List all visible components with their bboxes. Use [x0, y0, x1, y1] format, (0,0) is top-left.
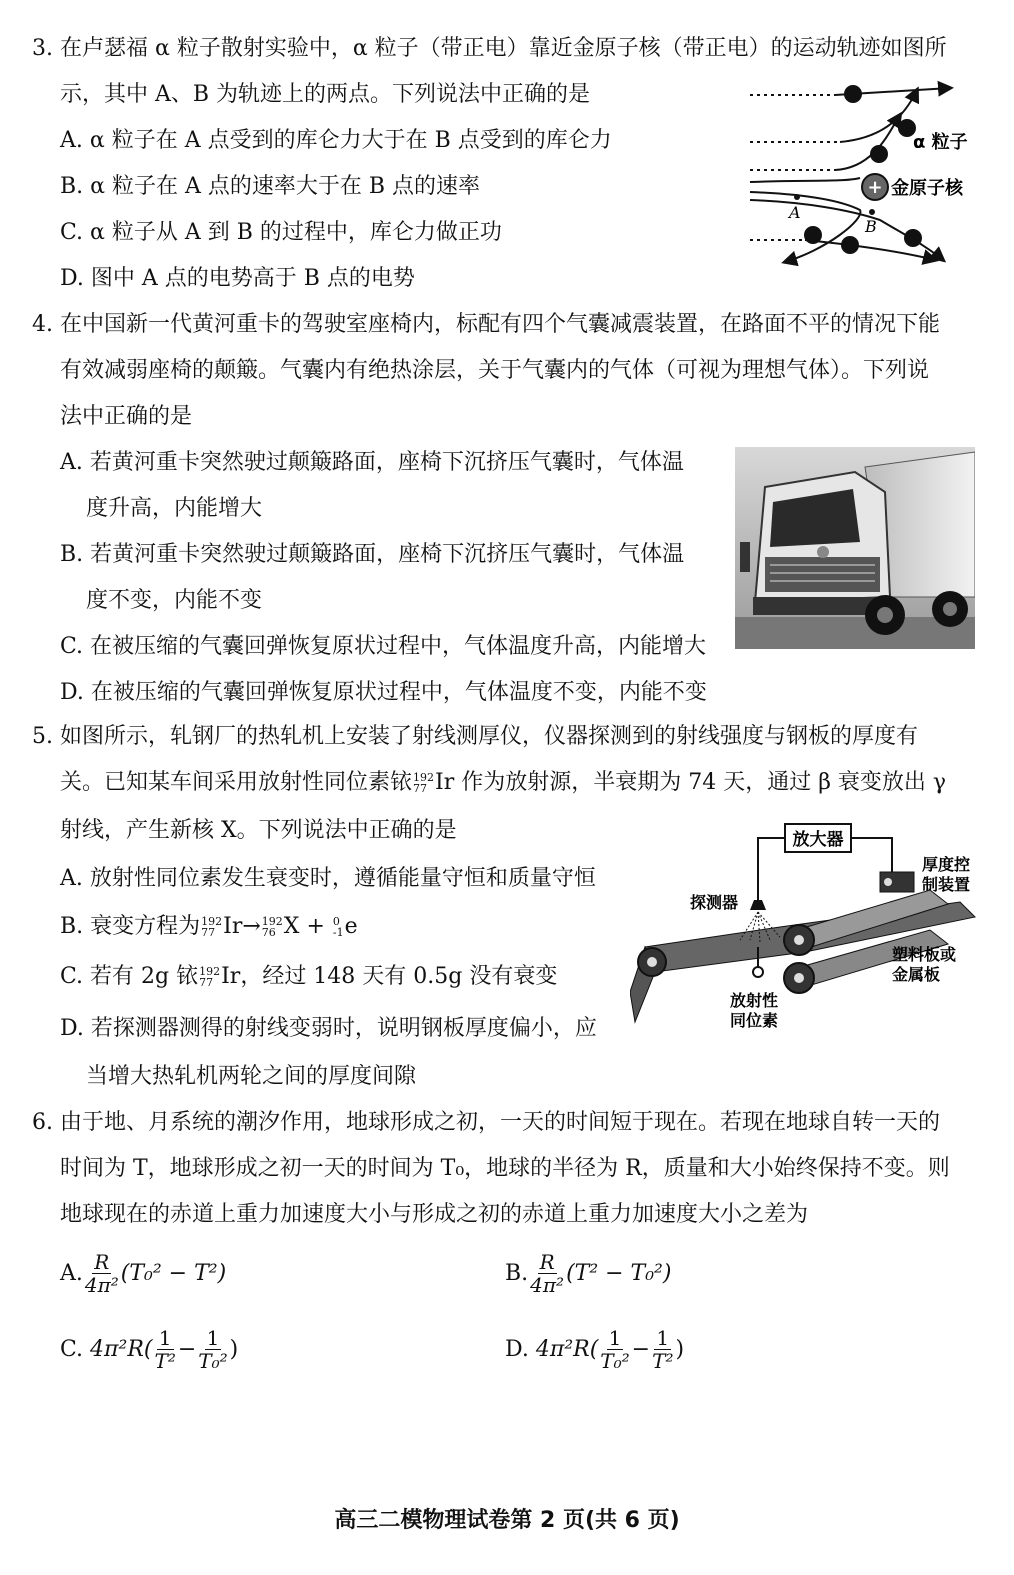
q4-option-a-line1: A. 若黄河重卡突然驶过颠簸路面，座椅下沉挤压气囊时，气体温: [60, 450, 684, 475]
q5-option-b-text: B. 衰变方程为: [60, 914, 201, 939]
q5-option-c-part1: C. 若有 2g 铱: [60, 964, 199, 989]
q6-a-fraction: [85, 1252, 119, 1295]
q6-d-head: 4π²R(: [535, 1336, 599, 1362]
q5-rolling-mill-figure: [630, 822, 980, 1047]
q4-option-b-line1: B. 若黄河重卡突然驶过颠簸路面，座椅下沉挤压气囊时，气体温: [60, 542, 685, 567]
plate-label-2: 金属板: [892, 965, 941, 984]
q3-stem-line2: 示，其中 A、B 为轨迹上的两点。下列说法中正确的是: [60, 82, 591, 107]
q5-stem-line3: 射线，产生新核 X。下列说法中正确的是: [60, 818, 457, 843]
q3-stem-line1: 3. 在卢瑟福 α 粒子散射实验中，α 粒子（带正电）靠近金原子核（带正电）的运动轨迹如图所: [32, 36, 947, 61]
q6-stem-line1: 6. 由于地、月系统的潮汐作用，地球形成之初，一天的时间短于现在。若现在地球自转一天的: [32, 1110, 940, 1135]
q6-d-f2d: T²: [652, 1349, 674, 1373]
q6-option-a-label: A.: [60, 1260, 83, 1286]
q6-d-minus: −: [631, 1336, 651, 1362]
amplifier-label: 放大器: [792, 830, 844, 850]
q6-c-f1d: T²: [154, 1349, 176, 1373]
q4-stem-line1: 4. 在中国新一代黄河重卡的驾驶室座椅内，标配有四个气囊减震装置，在路面不平的情况下能: [32, 312, 940, 337]
q5-option-d-line1: D. 若探测器测得的射线变弱时，说明钢板厚度偏小，应: [60, 1016, 597, 1041]
source-label-1: 放射性: [730, 991, 779, 1010]
q4-option-d: D. 在被压缩的气囊回弹恢复原状过程中，气体温度不变，内能不变: [60, 680, 707, 705]
q4-stem-line3: 法中正确的是: [60, 404, 193, 429]
ir-mass-number: 192: [413, 771, 435, 784]
c-ir-mass: 192: [199, 965, 221, 978]
q5-option-b-x: X +: [283, 914, 332, 939]
q6-d-frac1: [600, 1328, 629, 1371]
q6-c-tail: ): [229, 1336, 239, 1362]
ir-isotope-numbers: [413, 772, 434, 794]
q6-b-fraction: [530, 1252, 564, 1295]
q6-a-num: R: [94, 1250, 110, 1274]
q6-stem-line2: 时间为 T，地球形成之初一天的时间为 T₀，地球的半径为 R，质量和大小始终保持不变。则: [60, 1156, 950, 1181]
q3-option-d: D. 图中 A 点的电势高于 B 点的电势: [60, 266, 415, 291]
q5-option-a: A. 放射性同位素发生衰变时，遵循能量守恒和质量守恒: [60, 866, 596, 891]
q6-d-f1n: 1: [608, 1326, 622, 1350]
plate-label-1: 塑料板或: [892, 945, 957, 964]
q3-scattering-figure: [745, 70, 985, 280]
q6-option-a: [60, 1252, 226, 1295]
gold-nucleus-label: 金原子核: [891, 178, 963, 199]
q5-stem-line1: 5. 如图所示，轧钢厂的热轧机上安装了射线测厚仪，仪器探测到的射线强度与钢板的厚度有: [32, 724, 918, 749]
q6-option-b-label: B.: [505, 1260, 529, 1286]
q4-option-c: C. 在被压缩的气囊回弹恢复原状过程中，气体温度升高，内能增大: [60, 634, 707, 659]
q6-c-head: 4π²R(: [90, 1336, 153, 1362]
c-ir-z: 77: [199, 976, 214, 989]
q6-c-f2n: 1: [206, 1326, 220, 1350]
q6-a-den: 4π²: [84, 1273, 119, 1297]
nucleus-plus-sign: +: [867, 177, 883, 198]
q6-option-d-label: D.: [505, 1336, 529, 1362]
q5-option-d-line2: 当增大热轧机两轮之间的厚度间隙: [86, 1064, 417, 1089]
q4-option-a-line2: 度升高，内能增大: [86, 496, 263, 521]
c-ir-isotope: [199, 966, 220, 988]
q3-option-a: A. α 粒子在 A 点受到的库仑力大于在 B 点受到的库仑力: [60, 128, 612, 153]
point-a-label: A: [789, 203, 801, 222]
q3-option-c: C. α 粒子从 A 到 B 的过程中，库仑力做正功: [60, 220, 502, 245]
b-ir-z: 77: [201, 926, 216, 939]
q6-d-frac2: [652, 1328, 673, 1371]
q5-stem-line2-part1: 关。已知某车间采用放射性同位素铱: [60, 770, 413, 795]
q6-b-den: 4π²: [530, 1273, 565, 1297]
thickness-control-label-1: 厚度控: [922, 855, 971, 874]
b-e-mass: 0: [332, 915, 340, 928]
q6-c-frac1: [154, 1328, 175, 1371]
b-e-isotope: [333, 916, 344, 938]
source-label-2: 同位素: [730, 1011, 779, 1030]
alpha-particle-label: α 粒子: [913, 132, 968, 153]
q6-b-tail: (T² − T₀²): [566, 1260, 672, 1286]
q4-option-b-line2: 度不变，内能不变: [86, 588, 263, 613]
q6-c-f2d: T₀²: [198, 1349, 228, 1373]
q5-option-c: [60, 966, 557, 988]
q6-stem-line3: 地球现在的赤道上重力加速度大小与形成之初的赤道上重力加速度大小之差为: [60, 1202, 809, 1227]
b-ir-mass: 192: [201, 915, 223, 928]
b-e-z: -1: [332, 926, 344, 939]
ir-atomic-number: 77: [413, 782, 428, 795]
q6-option-b: [505, 1252, 671, 1295]
q5-option-c-part2: Ir，经过 148 天有 0.5g 没有衰变: [221, 964, 558, 989]
q6-a-tail: (T₀² − T²): [120, 1260, 227, 1286]
truck-photo: [735, 447, 975, 649]
q6-option-c-label: C.: [60, 1336, 84, 1362]
b-x-isotope: [262, 916, 283, 938]
q6-option-c: [60, 1328, 238, 1371]
page-footer: 高三二模物理试卷第 2 页(共 6 页): [334, 1508, 680, 1533]
q5-stem-line2: [60, 772, 946, 794]
q5-option-b-e: e: [344, 914, 358, 939]
q6-c-frac2: [198, 1328, 227, 1371]
q5-option-b: [60, 916, 358, 938]
q5-option-b-ir: Ir→: [223, 914, 261, 939]
thickness-control-label-2: 制装置: [922, 875, 971, 894]
point-b-label: B: [865, 217, 877, 236]
q6-d-f1d: T₀²: [600, 1349, 630, 1373]
q6-c-f1n: 1: [158, 1326, 172, 1350]
q6-d-f2n: 1: [656, 1326, 670, 1350]
detector-label: 探测器: [690, 893, 739, 912]
q5-stem-line2-part2: Ir 作为放射源，半衰期为 74 天，通过 β 衰变放出 γ: [435, 770, 947, 795]
q4-stem-line2: 有效减弱座椅的颠簸。气囊内有绝热涂层，关于气囊内的气体（可视为理想气体）。下列说: [60, 358, 930, 383]
q6-b-num: R: [539, 1250, 555, 1274]
q6-d-tail: ): [675, 1336, 685, 1362]
q3-option-b: B. α 粒子在 A 点的速率大于在 B 点的速率: [60, 174, 481, 199]
q6-option-d: [505, 1328, 684, 1371]
b-x-mass: 192: [261, 915, 283, 928]
b-ir-isotope: [201, 916, 222, 938]
b-x-z: 76: [261, 926, 276, 939]
q6-c-minus: −: [177, 1336, 197, 1362]
